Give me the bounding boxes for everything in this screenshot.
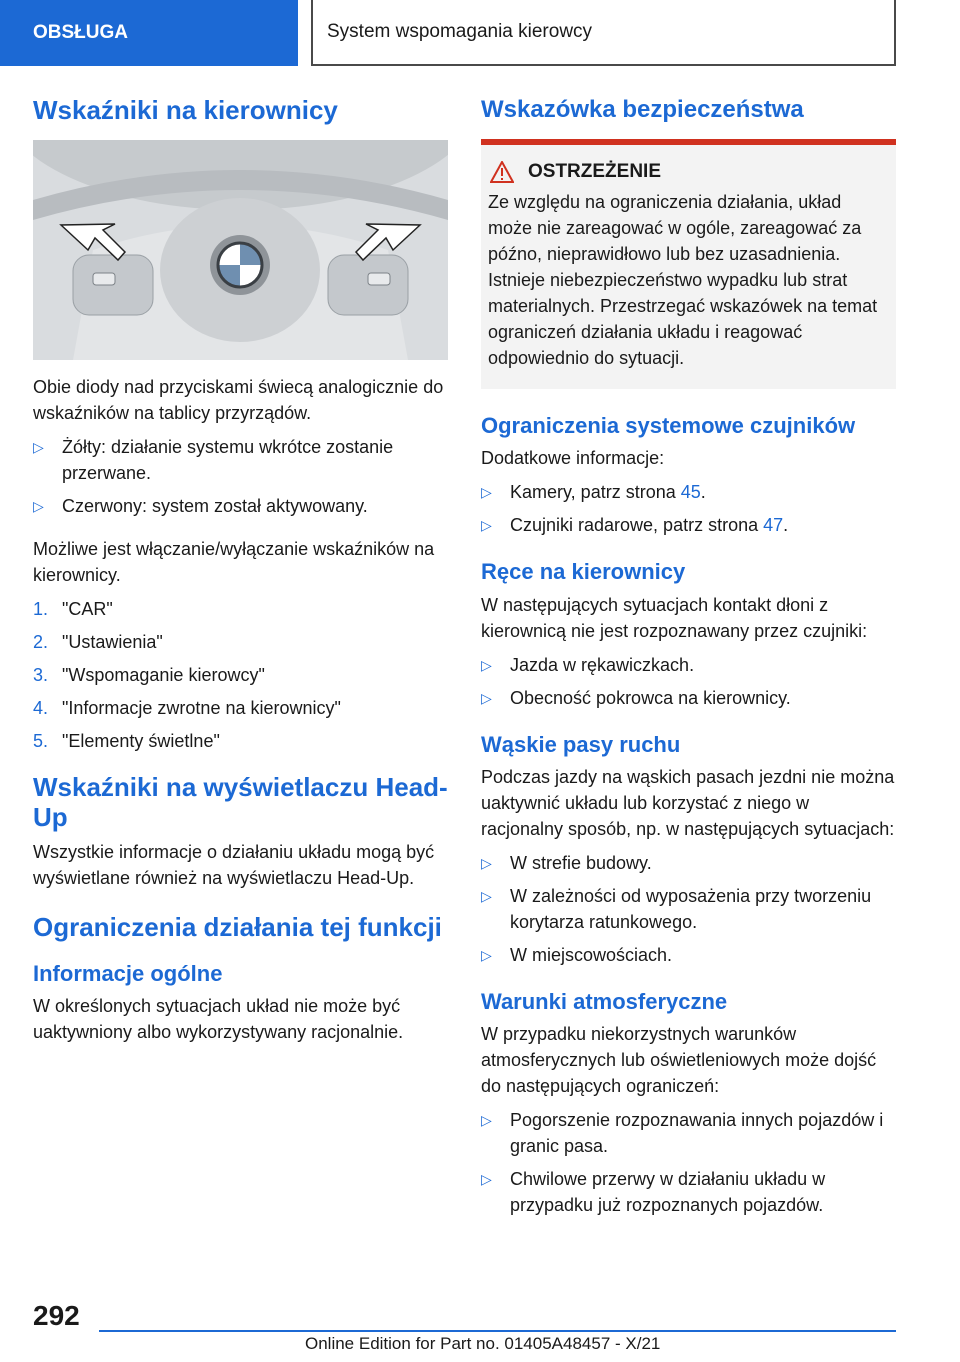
section-tab bbox=[0, 0, 298, 66]
heading-general: Informacje ogólne bbox=[33, 960, 223, 986]
paragraph-toggle: Możliwe jest włączanie/wyłączanie wskaźników na kierownicy. bbox=[33, 538, 435, 585]
triangle-bullet-icon: ▷ bbox=[481, 484, 492, 501]
heading-lanes: Wąskie pasy ruchu bbox=[481, 731, 681, 757]
heading-sensors: Ograniczenia systemowe czujników bbox=[481, 412, 856, 438]
triangle-bullet-icon: ▷ bbox=[33, 438, 44, 455]
warning-text: Ze względu na ograniczenia działania, układ może nie zareagować w ogóle, zareagować za późno, nieprawidłowo lub bez uzasadnienia. Istnieje niebezpieczeństwo wypadku lub strat materialnych. Przestrzegać wskazówek na temat ograniczeń działania układu i reagować odpowiednio do sytuacji. bbox=[488, 191, 878, 368]
color-list bbox=[33, 434, 448, 519]
edition-footer: Online Edition for Part no. 01405A48457 - X/21 bbox=[305, 1334, 661, 1353]
list-item: ▷ Czujniki radarowe, patrz strona 47. bbox=[481, 512, 896, 538]
paragraph-hud: Wszystkie informacje o działaniu układu mogą być wyświetlane również na wyświetlaczu Head-Up. bbox=[33, 841, 435, 888]
footer-divider bbox=[99, 1330, 896, 1332]
step-item: 3. "Wspomaganie kierowcy" bbox=[33, 664, 265, 685]
steps-list bbox=[33, 596, 448, 754]
triangle-bullet-icon: ▷ bbox=[481, 1112, 492, 1129]
list-item: ▷ W zależności od wyposażenia przy tworzeniu korytarza ratunkowego. bbox=[481, 883, 896, 935]
triangle-bullet-icon: ▷ bbox=[481, 946, 492, 963]
heading-hud: Wskaźniki na wyświetlaczu Head-Up bbox=[33, 771, 448, 832]
list-item: ▷ Żółty: działanie systemu wkrótce zostanie przerwane. bbox=[33, 434, 448, 486]
paragraph-lanes: Podczas jazdy na wąskich pasach jezdni nie można uaktywnić układu lub korzystać z niego w racjonalny sposób, np. w następujących sytuacjach: bbox=[481, 766, 895, 839]
triangle-bullet-icon: ▷ bbox=[481, 887, 492, 904]
list-item: ▷ W strefie budowy. bbox=[481, 850, 896, 876]
chapter-title: System wspomagania kierowcy bbox=[327, 21, 593, 42]
list-item: ▷ Kamery, patrz strona 45. bbox=[481, 479, 896, 505]
section-title: OBSŁUGA bbox=[33, 22, 128, 43]
triangle-bullet-icon: ▷ bbox=[481, 689, 492, 706]
triangle-bullet-icon: ▷ bbox=[481, 854, 492, 871]
chapter-header bbox=[311, 0, 896, 66]
page-number: 292 bbox=[33, 1300, 80, 1331]
list-item: ▷ W miejscowościach. bbox=[481, 942, 896, 968]
lanes-list bbox=[481, 850, 896, 968]
paragraph-hands: W następujących sytuacjach kontakt dłoni z kierownicą nie jest rozpoznawany przez czujniki: bbox=[481, 594, 868, 641]
paragraph-weather: W przypadku niekorzystnych warunków atmosferycznych lub oświetleniowych może dojść do następujących ograniczeń: bbox=[481, 1024, 877, 1097]
page-link[interactable]: 47 bbox=[763, 515, 784, 536]
step-item: 2. "Ustawienia" bbox=[33, 631, 163, 652]
heading-hands: Ręce na kierownicy bbox=[481, 559, 686, 585]
steering-wheel-image bbox=[33, 140, 448, 360]
left-column bbox=[33, 96, 448, 1045]
list-item: ▷ Jazda w rękawiczkach. bbox=[481, 652, 896, 678]
step-item: 5. "Elementy świetlne" bbox=[33, 730, 220, 751]
warning-title: OSTRZEŻENIE bbox=[488, 161, 889, 183]
sensor-list bbox=[481, 479, 896, 538]
triangle-bullet-icon: ▷ bbox=[481, 517, 492, 534]
page-link[interactable]: 45 bbox=[680, 482, 701, 503]
heading-limits: Ograniczenia działania tej funkcji bbox=[33, 911, 442, 942]
paragraph-more: Dodatkowe informacje: bbox=[481, 448, 665, 469]
list-item: ▷ Czerwony: system został aktywowany. bbox=[33, 493, 448, 519]
list-item: ▷ Pogorszenie rozpoznawania innych pojazdów i granic pasa. bbox=[481, 1107, 896, 1159]
warning-box bbox=[481, 139, 896, 389]
hands-list bbox=[481, 652, 896, 711]
weather-list bbox=[481, 1107, 896, 1218]
paragraph-general: W określonych sytuacjach układ nie może być uaktywniony albo wykorzystywany racjonalnie. bbox=[33, 995, 404, 1042]
heading-indicators: Wskaźniki na kierownicy bbox=[33, 95, 338, 125]
list-item: ▷ Obecność pokrowca na kierownicy. bbox=[481, 685, 896, 711]
triangle-bullet-icon: ▷ bbox=[481, 1171, 492, 1188]
right-column bbox=[481, 96, 896, 1225]
triangle-bullet-icon: ▷ bbox=[481, 656, 492, 673]
paragraph-diodes: Obie diody nad przyciskami świecą analogicznie do wskaźników na tablicy przyrządów. bbox=[33, 376, 444, 423]
step-item: 4. "Informacje zwrotne na kierownicy" bbox=[33, 697, 341, 718]
heading-safety: Wskazówka bezpieczeństwa bbox=[481, 96, 804, 123]
triangle-bullet-icon: ▷ bbox=[33, 497, 44, 514]
step-item: 1. "CAR" bbox=[33, 598, 113, 619]
warning-triangle-icon bbox=[490, 161, 514, 183]
heading-weather: Warunki atmosferyczne bbox=[481, 988, 728, 1014]
list-item: ▷ Chwilowe przerwy w działaniu układu w przypadku już rozpoznanych pojazdów. bbox=[481, 1166, 896, 1218]
